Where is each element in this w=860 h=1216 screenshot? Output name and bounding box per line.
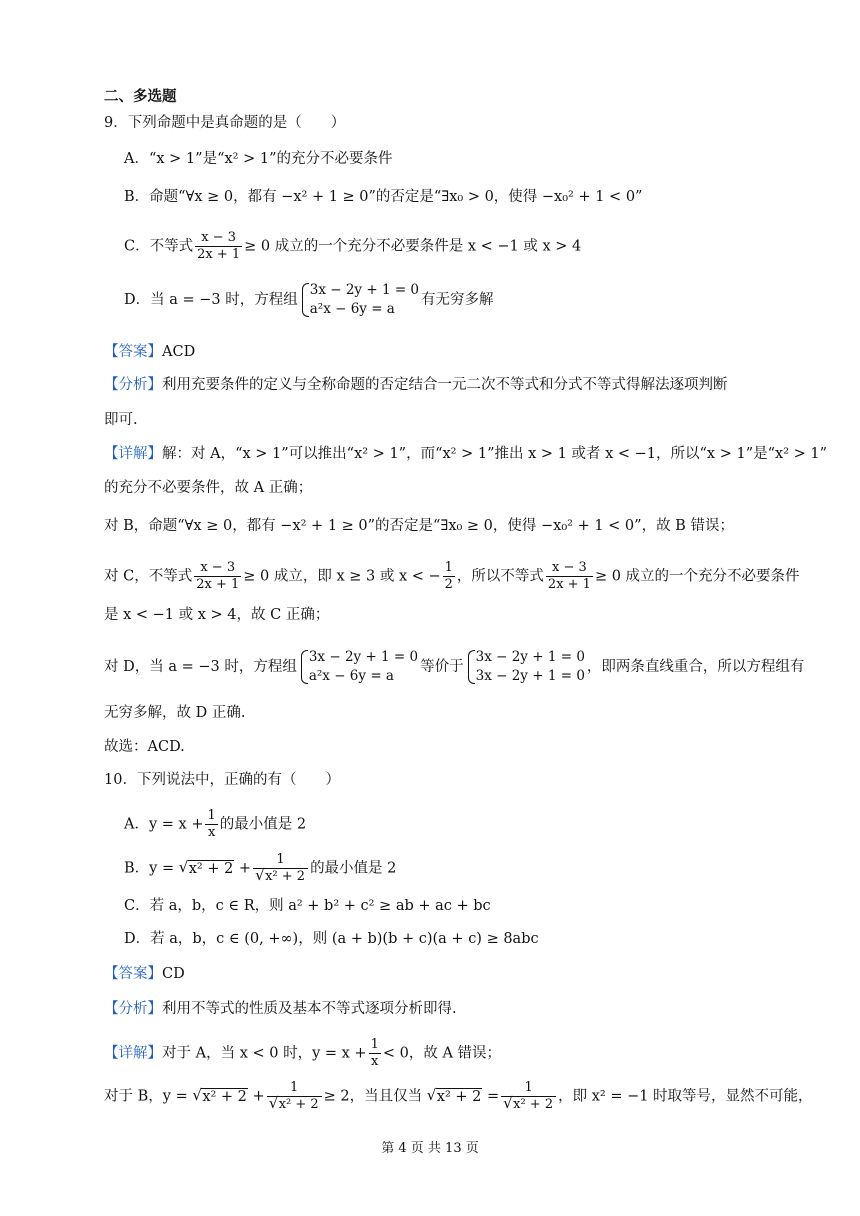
q9-detail-c-cont: 是 x < −1 或 x > 4，故 C 正确； xyxy=(104,607,330,623)
equation-system: 3x − 2y + 1 = 0 a²x − 6y = a xyxy=(299,648,418,686)
fraction: $\frac{1}{2}$ xyxy=(444,560,453,592)
q9-detail-b: 对 B，命题“∀x ≥ 0，都有 −x² + 1 ≥ 0”的否定是“∃x₀ ≥ 0，使得 −x₀² + 1 < 0”，故 B 错误； xyxy=(104,518,734,534)
question-9-stem: 9．下列命题中是真命题的是（ ） xyxy=(104,115,346,131)
fraction: $\frac{x - 3}{2x + 1}$ xyxy=(547,560,591,592)
q9-detail-c: 对 C，不等式 $\frac{x - 3}{2x + 1}$ ≥ 0 成立，即 x ≥ 3 或 x < − $\frac{1}{2}$ ，所以不等式 $\frac{x - 3}{2x + 1}$ ≥ 0 成立的一个充分不必要条件 xyxy=(104,560,800,592)
q9-detail-d-cont: 无穷多解，故 D 正确. xyxy=(104,705,246,721)
q9-analysis-cont: 即可. xyxy=(104,412,138,428)
equation-system: 3x − 2y + 1 = 0 a²x − 6y = a xyxy=(300,281,419,319)
q10-option-b: B．y = √ x² + 2 + 1 √ x² + 2 的最小值是 2 xyxy=(124,852,396,885)
question-10-stem: 10．下列说法中，正确的有（ ） xyxy=(104,772,340,788)
q9-detail-d: 对 D，当 a = −3 时，方程组 3x − 2y + 1 = 0 a²x − 6y = a 等价于 3x − 2y + 1 = 0 3x − 2y + 1 = 0 ，即两条直线重合，所以方程组有 xyxy=(104,649,805,684)
q10-option-c: C．若 a，b，c ∈ R，则 a² + b² + c² ≥ ab + ac + bc xyxy=(124,898,491,914)
q9-conclusion: 故选：ACD. xyxy=(104,739,185,755)
fraction: 1 √ x² + 2 xyxy=(253,852,308,885)
q9-option-c: C．不等式 $\frac{x - 3}{2x + 1}$ ≥ 0 成立的一个充分不必要条件是 x < −1 或 x > 4 xyxy=(124,230,582,262)
q9-option-a: A．“x > 1”是“x² > 1”的充分不必要条件 xyxy=(124,151,393,167)
q9-detail-a: 【详解】解：对 A，“x > 1”可以推出“x² > 1”，而“x² > 1”推出 x > 1 或者 x < −1，所以“x > 1”是“x² > 1” xyxy=(104,446,828,462)
q10-detail-a: 【详解】对于 A，当 x < 0 时，y = x + $\frac{1}{x}$ < 0，故 A 错误； xyxy=(104,1037,502,1069)
q9-answer: 【答案】ACD xyxy=(104,344,196,360)
q10-option-d: D．若 a，b，c ∈ (0, +∞)，则 (a + b)(b + c)(a + c) ≥ 8abc xyxy=(124,931,539,947)
fraction: 1 √ x² + 2 xyxy=(267,1080,322,1113)
q10-analysis: 【分析】利用不等式的性质及基本不等式逐项分析即得. xyxy=(104,1001,457,1017)
q9-detail-a-cont: 的充分不必要条件，故 A 正确； xyxy=(104,480,313,496)
fraction: $\frac{1}{x}$ xyxy=(207,808,216,840)
q10-answer: 【答案】CD xyxy=(104,966,185,982)
page-footer: 第 4 页 共 13 页 xyxy=(381,1141,479,1156)
q10-option-a: A．y = x + $\frac{1}{x}$ 的最小值是 2 xyxy=(124,808,307,840)
fraction: 1 √ x² + 2 xyxy=(501,1080,556,1113)
fraction: $\frac{x - 3}{2x + 1}$ xyxy=(196,560,240,592)
q9-option-d: D．当 a = −3 时，方程组 3x − 2y + 1 = 0 a²x − 6y = a 有无穷多解 xyxy=(124,282,494,317)
q9-option-b: B．命题“∀x ≥ 0，都有 −x² + 1 ≥ 0”的否定是“∃x₀ > 0，使得 −x₀² + 1 < 0” xyxy=(124,189,643,205)
fraction: $\frac{1}{x}$ xyxy=(370,1037,379,1069)
equation-system: 3x − 2y + 1 = 0 3x − 2y + 1 = 0 xyxy=(466,648,585,686)
fraction: $\frac{x - 3}{2x + 1}$ xyxy=(197,230,241,262)
q9-analysis: 【分析】利用充要条件的定义与全称命题的否定结合一元二次不等式和分式不等式得解法逐项判断 xyxy=(104,377,728,393)
section-title: 二、多选题 xyxy=(104,88,177,105)
q10-detail-b: 对于 B，y = √ x² + 2 + 1 √ x² + 2 ≥ 2，当且仅当 √ x² + 2 = 1 √ x² + 2 ，即 x² = −1 时取等号，显然不可能， xyxy=(104,1080,813,1113)
